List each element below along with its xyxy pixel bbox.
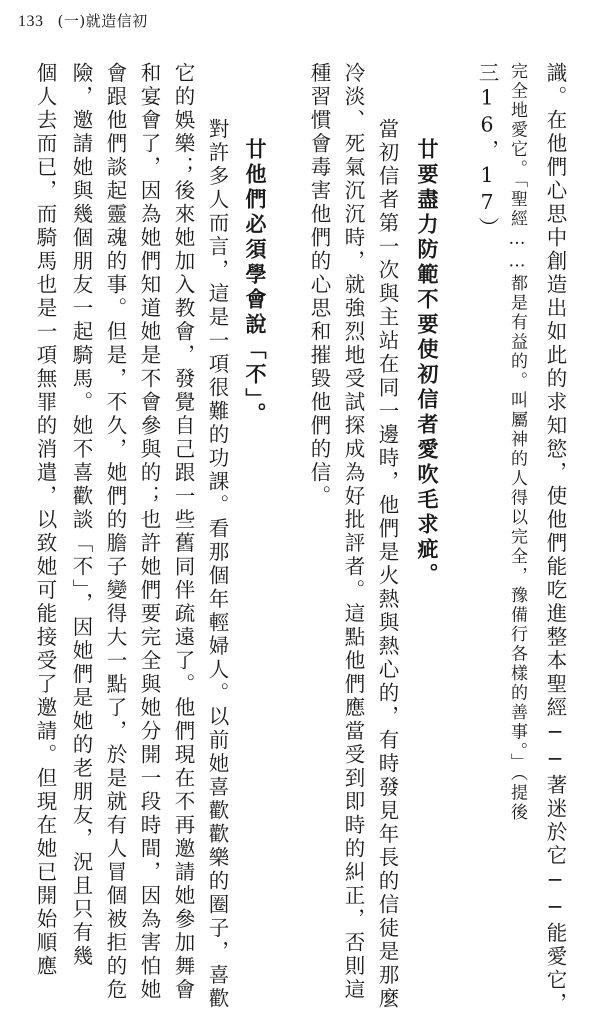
section-heading: 廿要盡力防範不要使初信者愛吹毛求疵。 bbox=[415, 138, 440, 588]
text-column: 當初信者第一次與主站在同一邊時，他們是火熱與熱心的，有時發見年長的信徒是那麼 bbox=[375, 118, 399, 1011]
text-column: 它的娛樂；後來她加入教會，發覺自己跟一些舊同伴疏遠了。他們現在不再邀請她參加舞會 bbox=[171, 62, 195, 1002]
text-column: 和宴會了，因為她們知道她是不會參與的；也許她們要完全與她分開一段時間，因為害怕她 bbox=[137, 62, 161, 1002]
section-heading: 廿他們必須學會說「不」。 bbox=[243, 138, 268, 428]
page-body bbox=[10, 62, 590, 1016]
text-column: 種習慣會毒害他們的心思和摧毀他們的信。 bbox=[307, 62, 331, 509]
text-column: 三16，17） bbox=[475, 62, 499, 241]
running-header bbox=[18, 10, 148, 30]
page-number: 133 bbox=[18, 13, 44, 30]
text-column: 識。在他們心思中創造出如此的求知慾，使他們能吃進整本聖經──著迷於它──能愛它， bbox=[543, 62, 567, 1016]
text-column: 會跟他們談起靈魂的事。但是，不久，她們的膽子變得大一點了，於是就有人冒個被拒的危 bbox=[103, 62, 127, 1002]
text-column: 對許多人而言，這是一項很難的功課。看那個年輕婦人。以前她喜歡歡樂的圈子，喜歡 bbox=[205, 118, 229, 1011]
text-column: 險，邀請她與幾個朋友一起騎馬。她不喜歡談「不」，因她們是她的老朋友，況且只有幾 bbox=[69, 62, 93, 969]
chapter-title: (一)就造信初 bbox=[57, 12, 148, 30]
text-column: 冷淡、死氣沉沉時，就強烈地受試探成為好批評者。這點他們應當受到即時的糾正，否則這 bbox=[341, 62, 365, 1002]
text-column: 完全地愛它。「聖經……都是有益的。叫屬神的人得以完全，豫備行各樣的善事。」（提後 bbox=[507, 62, 527, 823]
text-column: 個人去而已，而騎馬也是一項無罪的消遣，以致她可能接受了邀請。但現在她已開始順應 bbox=[33, 62, 57, 979]
